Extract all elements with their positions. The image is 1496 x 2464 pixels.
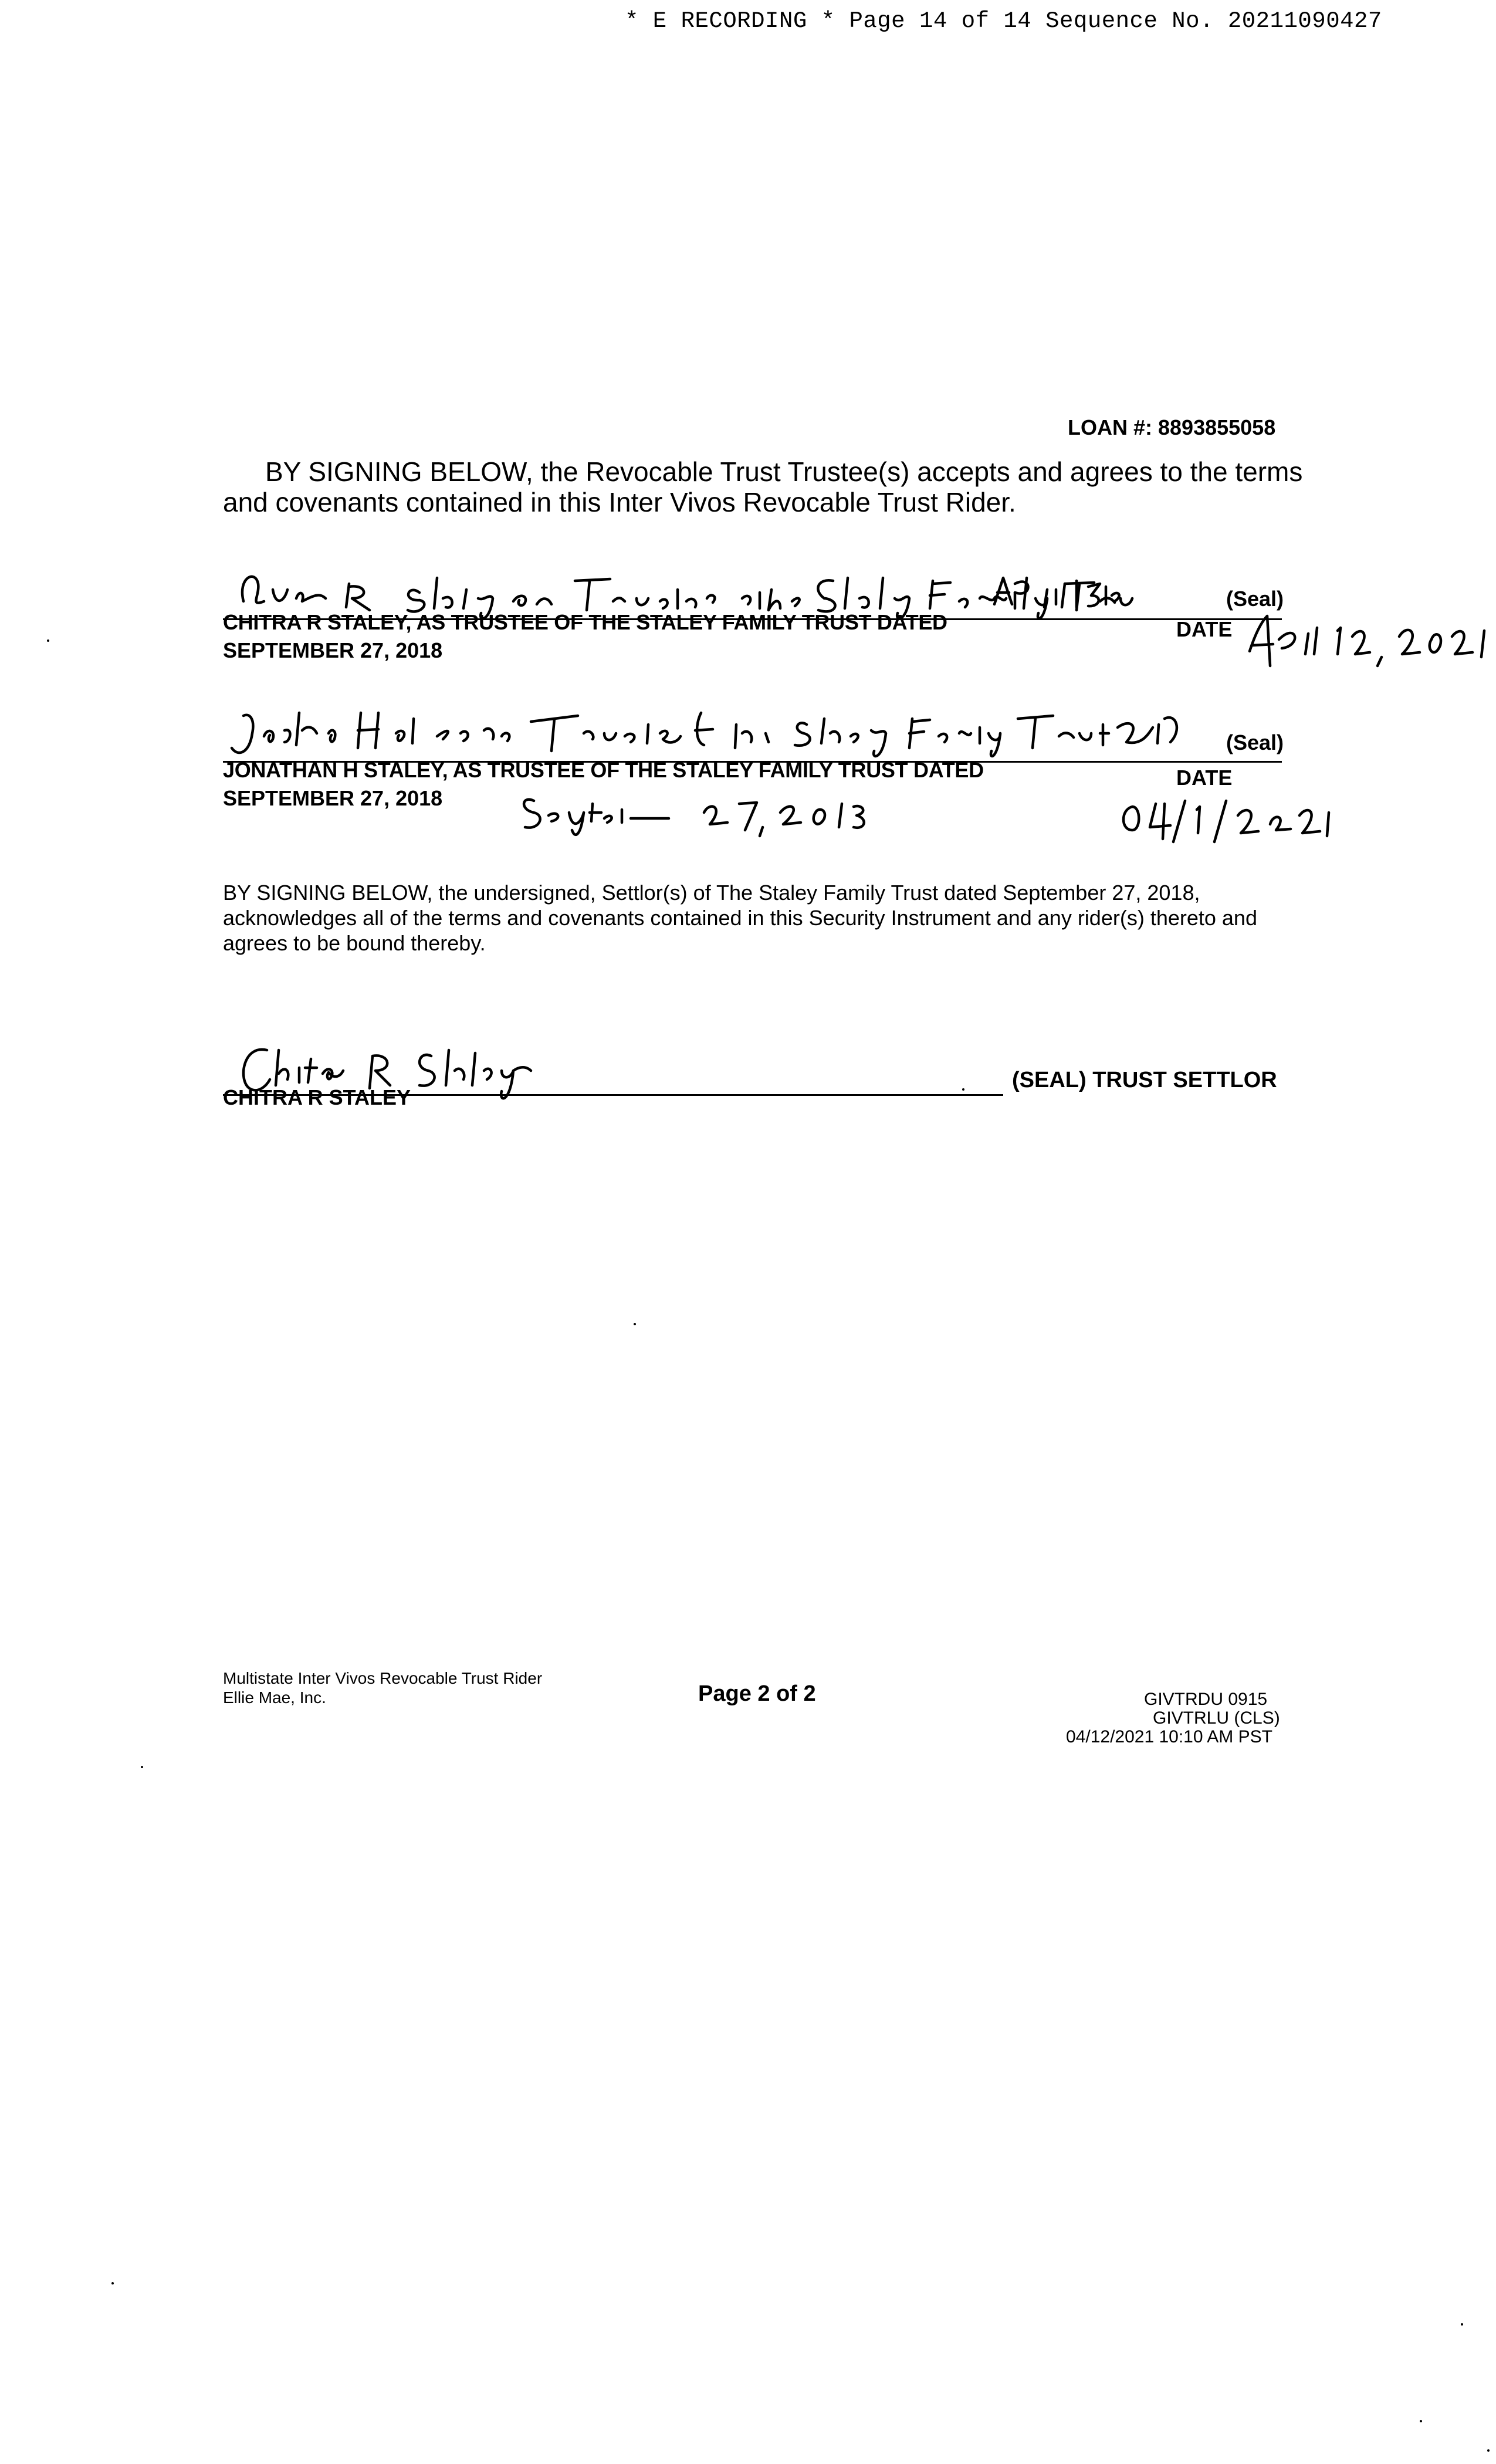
- signer1-signature-date: [989, 572, 1123, 613]
- signer1-seal: (Seal): [1226, 587, 1284, 611]
- signer1-date-label: DATE: [1176, 617, 1233, 641]
- settlor-intro-paragraph: BY SIGNING BELOW, the undersigned, Settlor(s) of The Staley Family Trust dated September 27, 2018, acknowledges all of the terms and covenants contained in this Security Instrument and any rider(s) thereto and agrees to be bound thereby.: [223, 881, 1257, 955]
- settlor-name: CHITRA R STALEY: [223, 1085, 411, 1109]
- signer1-name-line1: CHITRA R STALEY, AS TRUSTEE OF THE STALEY FAMILY TRUST DATED: [223, 610, 947, 634]
- trustee-intro-paragraph: BY SIGNING BELOW, the Revocable Trust Trustee(s) accepts and agrees to the terms and covenants contained in this Inter Vivos Revocable Trust Rider.: [223, 456, 1303, 517]
- footer-form-title: Multistate Inter Vivos Revocable Trust Rider: [223, 1669, 543, 1687]
- footer-timestamp: 04/12/2021 10:10 AM PST: [1066, 1727, 1272, 1747]
- signer2-handwritten-date: [1115, 789, 1349, 848]
- recording-banner: * E RECORDING * Page 14 of 14 Sequence No. 20211090427: [625, 8, 1382, 34]
- signer2-handwritten-trust-date: [516, 786, 880, 839]
- scan-speck: [111, 2282, 114, 2284]
- footer-code2: GIVTRLU (CLS): [1153, 1708, 1280, 1728]
- footer-company: Ellie Mae, Inc.: [223, 1688, 326, 1707]
- scan-speck: [1487, 2449, 1490, 2452]
- scan-speck: [962, 1088, 964, 1091]
- footer-page-number: Page 2 of 2: [698, 1681, 816, 1706]
- signer2-name-line2: SEPTEMBER 27, 2018: [223, 786, 443, 810]
- scan-speck: [47, 639, 49, 642]
- loan-number: LOAN #: 8893855058: [1068, 415, 1276, 439]
- footer-code1: GIVTRDU 0915: [1144, 1690, 1268, 1709]
- signer2-seal: (Seal): [1226, 730, 1284, 754]
- signer2-date-label: DATE: [1176, 766, 1233, 790]
- scan-speck: [1461, 2323, 1463, 2326]
- scan-speck: [634, 1323, 636, 1325]
- signer1-name-line2: SEPTEMBER 27, 2018: [223, 638, 443, 662]
- scan-speck: [1420, 2420, 1422, 2422]
- scan-speck: [141, 1766, 143, 1768]
- settlor-seal-label: (SEAL) TRUST SETTLOR: [1012, 1068, 1277, 1092]
- signer1-handwritten-date: [1244, 610, 1490, 675]
- signer2-name-line1: JONATHAN H STALEY, AS TRUSTEE OF THE STALEY FAMILY TRUST DATED: [223, 758, 984, 782]
